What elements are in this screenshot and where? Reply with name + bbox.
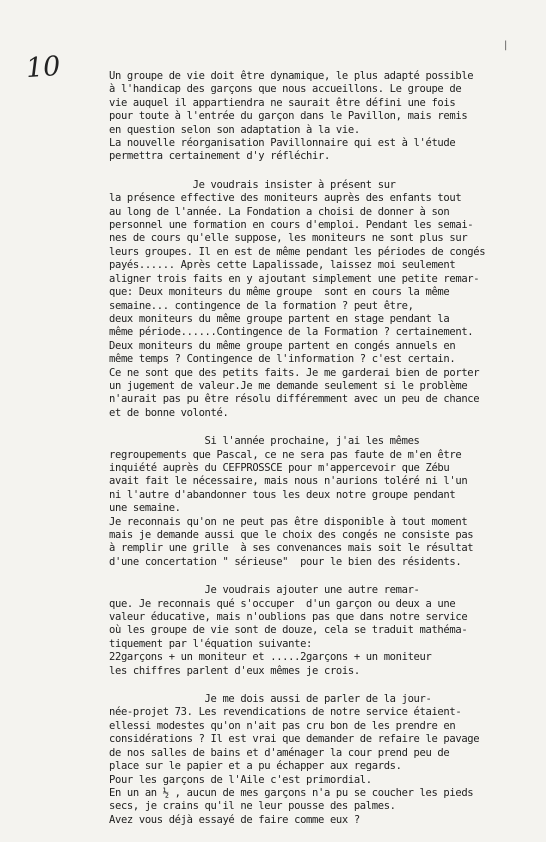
text-line: et de bonne volonté. — [109, 406, 229, 419]
text-line: une semaine. — [109, 502, 181, 515]
paragraph — [109, 70, 539, 164]
text-line: valeur éducative, mais n'oublions pas que dans notre service — [109, 611, 468, 624]
text-line: que. Je reconnais qué s'occuper d'un garçon ou deux a une — [109, 597, 456, 610]
text-line: secs, je crains qu'il ne leur pousse des palmes. — [109, 800, 396, 813]
text-line: pour toute à l'entrée du garçon dans le Pavillon, mais remis — [109, 110, 468, 123]
text-line: n'aurait pas pu être résolu différemment avec un peu de chance — [109, 393, 480, 406]
text-line: aligner trois faits en y ajoutant simplement une petite remar- — [109, 272, 480, 285]
page-number: 10 — [24, 50, 62, 85]
text-line: les chiffres parlent d'eux mêmes je crois. — [109, 664, 360, 677]
text-line: que: Deux moniteurs du même groupe sont en cours la même — [109, 286, 450, 299]
text-line: à l'handicap des garçons que nous accueillons. Le groupe de — [109, 83, 462, 96]
paragraph — [109, 179, 539, 420]
text-line: personnel une formation en cours d'emploi. Pendant les semai- — [109, 219, 474, 232]
text-line: ni l'autre d'abandonner tous les deux notre groupe pendant — [109, 488, 456, 501]
text-line: 22garçons + un moniteur et .....2garçons + un moniteur — [109, 651, 432, 664]
text-line: regroupements que Pascal, ce ne sera pas faute de m'en être — [109, 448, 462, 461]
text-line: au long de l'année. La Fondation a choisi de donner à son — [109, 205, 450, 218]
text-line: permettra certainement d'y réfléchir. — [109, 150, 330, 163]
text-line: à remplir une grille à ses convenances mais soit le résultat — [109, 542, 474, 555]
document-body — [109, 70, 539, 842]
text-line: nes de cours qu'elle suppose, les moniteurs ne sont plus sur — [109, 232, 468, 245]
text-line: où les groupe de vie sont de douze, cela se traduit mathéma- — [109, 624, 468, 637]
paragraph — [109, 584, 539, 678]
text-line: la présence effective des moniteurs auprès des enfants tout — [109, 192, 462, 205]
text-line: payés...... Après cette Lapalissade, laissez moi seulement — [109, 259, 456, 272]
text-line: En un an ½ , aucun de mes garçons n'a pu se coucher les pieds — [109, 786, 474, 799]
text-line: La nouvelle réorganisation Pavillonnaire qui est à l'étude — [109, 137, 456, 150]
text-line: d'une concertation " sérieuse" pour le bien des résidents. — [109, 555, 462, 568]
text-line: avait fait le nécessaire, mais nous n'aurions toléré ni l'un — [109, 475, 468, 488]
text-line: en question selon son adaptation à la vie. — [109, 123, 360, 136]
text-line: vie auquel il appartiendra ne saurait être défini une fois — [109, 96, 456, 109]
text-line: Je voudrais ajouter une autre remar- — [109, 584, 420, 597]
text-line: Je reconnais qu'on ne peut pas être disponible à tout moment — [109, 515, 468, 528]
text-line: Je me dois aussi de parler de la jour- — [109, 693, 432, 706]
text-line: leurs groupes. Il en est de même pendant les périodes de congés — [109, 245, 486, 258]
binder-mark: | — [504, 40, 508, 51]
paragraph — [109, 435, 539, 569]
text-line: ellessi modestes qu'on n'ait pas cru bon de les prendre en — [109, 719, 456, 732]
text-line: deux moniteurs du même groupe partent en stage pendant la — [109, 312, 450, 325]
text-line: mais je demande aussi que le choix des congés ne consiste pas — [109, 529, 474, 541]
text-line: semaine... contingence de la formation ? peut être, — [109, 299, 414, 312]
text-line: Pour les garçons de l'Aile c'est primordial. — [109, 773, 372, 786]
text-line: Je voudrais insister à présent sur — [109, 178, 396, 191]
paragraph — [109, 693, 539, 827]
text-line: inquiété auprès du CEFPROSSCE pour m'appercevoir que Zébu — [109, 461, 450, 474]
text-line: Un groupe de vie doit être dynamique, le plus adapté possible — [109, 70, 474, 82]
text-line: place sur le papier et a pu échapper aux regards. — [109, 760, 402, 773]
text-line: Deux moniteurs du même groupe partent en congés annuels en — [109, 339, 456, 352]
text-line: tiquement par l'équation suivante: — [109, 637, 313, 650]
text-line: Ce ne sont que des petits faits. Je me garderai bien de porter — [109, 366, 480, 379]
text-line: un jugement de valeur.Je me demande seulement si le problème — [109, 379, 468, 392]
text-line: considérations ? Il est vrai que demander de refaire le pavage — [109, 733, 480, 746]
text-line: de nos salles de bains et d'aménager la cour prend peu de — [109, 746, 450, 759]
text-line: même période......Contingence de la Formation ? certainement. — [109, 326, 474, 339]
text-line: Si l'année prochaine, j'ai les mêmes — [109, 435, 420, 448]
text-line: née-projet 73. Les revendications de notre service étaient- — [109, 706, 462, 719]
text-line: même temps ? Contingence de l'information ? c'est certain. — [109, 353, 456, 366]
text-line: Avez vous déjà essayé de faire comme eux ? — [109, 813, 360, 826]
